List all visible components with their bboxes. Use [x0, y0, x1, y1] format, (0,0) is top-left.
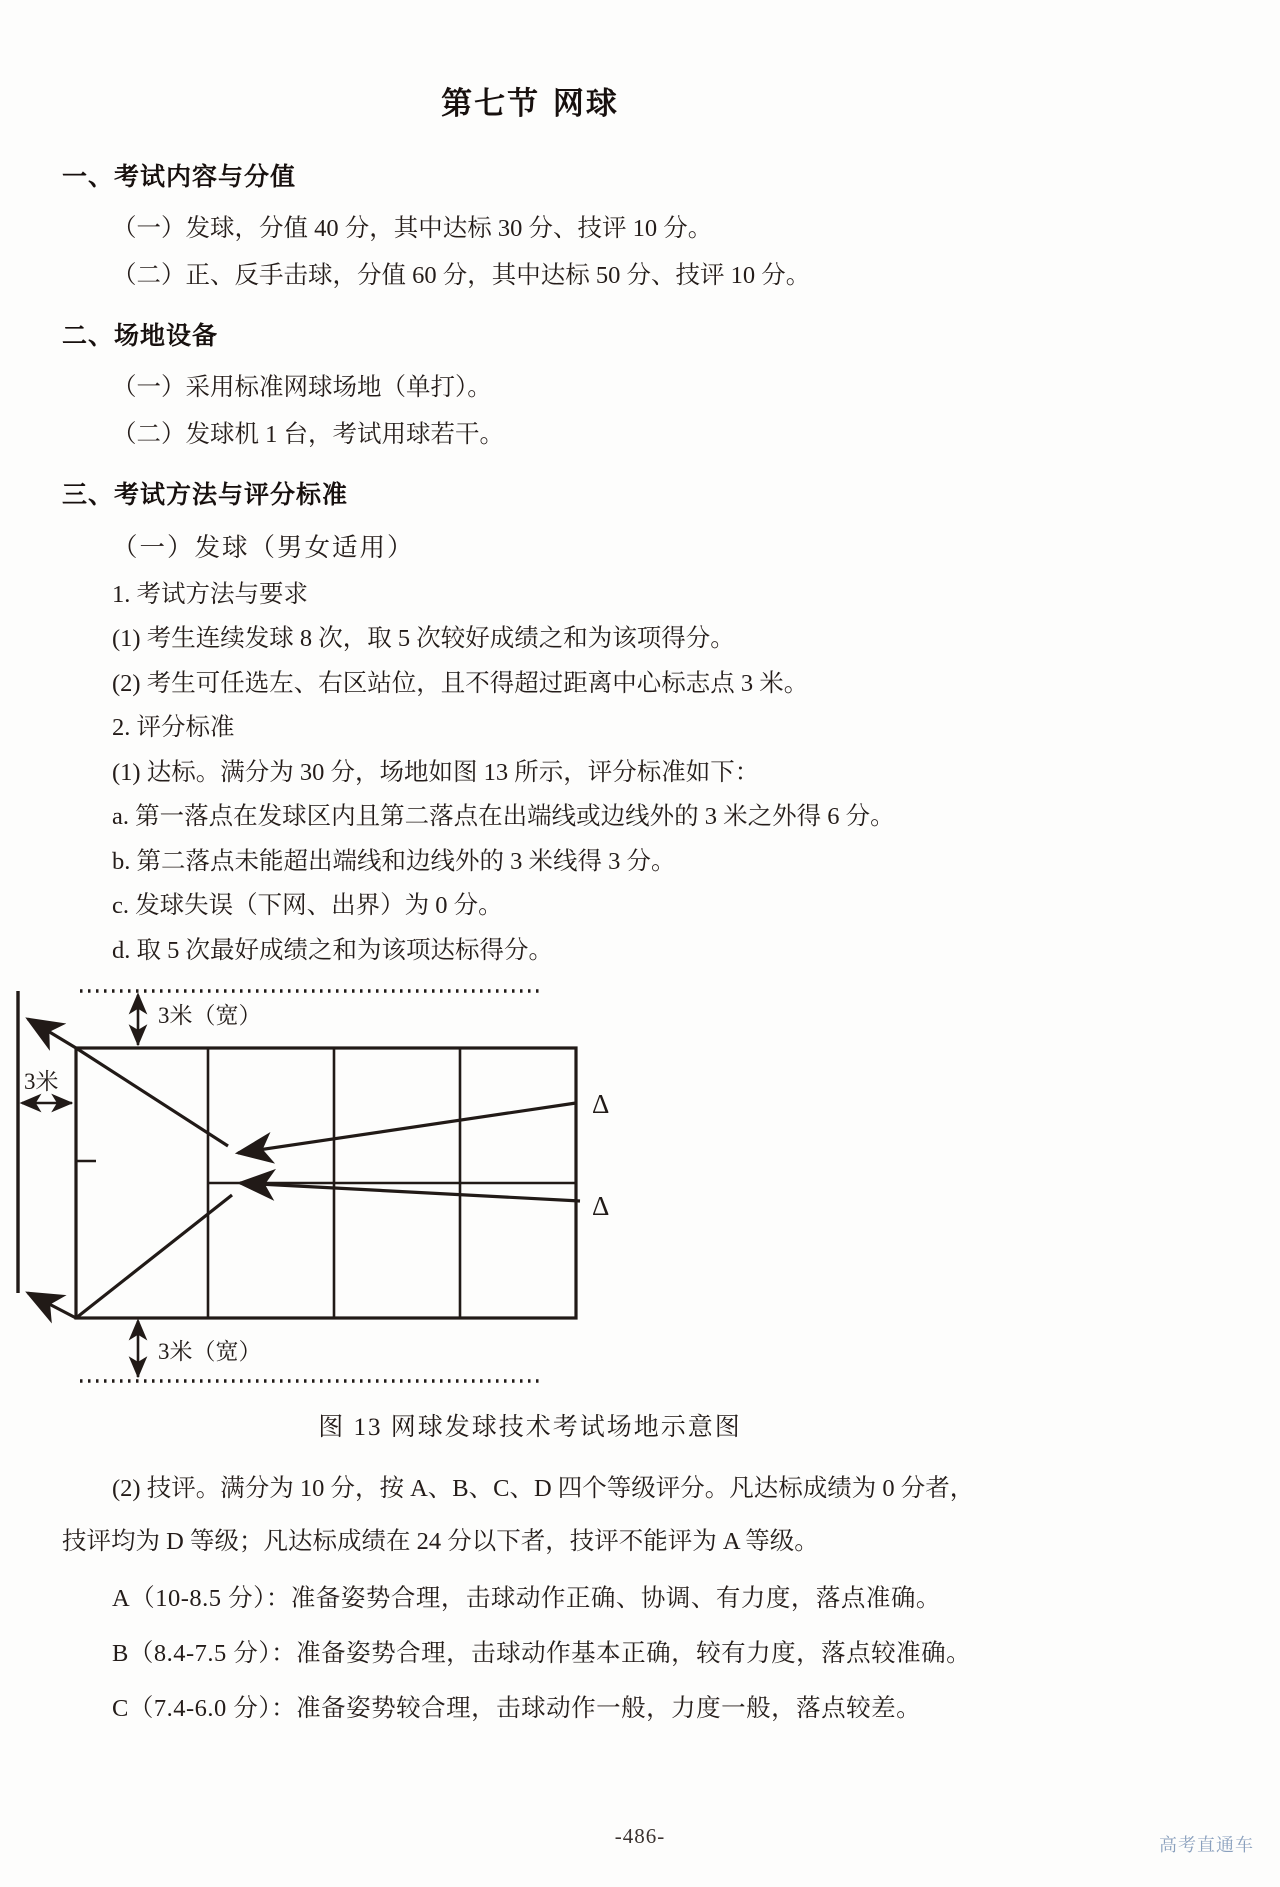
figure-caption: 图 13 网球发球技术考试场地示意图	[318, 1414, 742, 1441]
section-2-item-1: （一）采用标准网球场地（单打）。	[112, 374, 492, 401]
trajectory-machine-upper	[238, 1103, 576, 1153]
section-heading-1: 一、考试内容与分值	[62, 162, 297, 191]
scoring-heading: 2. 评分标准	[112, 714, 235, 741]
grade-b-line: B（8.4-7.5 分）：准备姿势合理，击球动作基本正确，较有力度，落点较准确。	[112, 1640, 972, 1667]
grade-c-line: C（7.4-6.0 分）：准备姿势较合理，击球动作一般，力度一般，落点较差。	[112, 1695, 922, 1722]
page-number: -486-	[614, 1824, 666, 1848]
watermark-label: 高考直通车	[1159, 1835, 1254, 1856]
ball-machine-lower-icon: Δ	[592, 1191, 610, 1221]
figure-label-left: 3米	[24, 1069, 59, 1094]
section-1-item-2: （二）正、反手击球，分值 60 分，其中达标 50 分、技评 10 分。	[112, 261, 811, 289]
trajectory-machine-lower	[240, 1183, 580, 1201]
figure-13	[0, 983, 1060, 1401]
section-2-item-2: （二）发球机 1 台，考试用球若干。	[112, 420, 504, 448]
section-1-item-1: （一）发球，分值 40 分，其中达标 30 分、技评 10 分。	[112, 215, 713, 242]
criterion-b: b. 第二落点未能超出端线和边线外的 3 米线得 3 分。	[112, 847, 676, 875]
ball-machine-upper-icon: Δ	[592, 1089, 610, 1119]
criterion-d: d. 取 5 次最好成绩之和为该项达标得分。	[112, 936, 553, 964]
technique-intro-line-2: 技评均为 D 等级；凡达标成绩在 24 分以下者，技评不能评为 A 等级。	[62, 1528, 819, 1555]
trajectory-serve-lower	[28, 1195, 232, 1318]
scoring-intro: (1) 达标。满分为 30 分，场地如图 13 所示，评分标准如下：	[112, 758, 760, 786]
method-item-2: (2) 考生可任选左、右区站位，且不得超过距离中心标志点 3 米。	[112, 669, 809, 697]
criterion-a: a. 第一落点在发球区内且第二落点在出端线或边线外的 3 米之外得 6 分。	[112, 803, 895, 830]
figure-label-top: 3米（宽）	[158, 1003, 262, 1028]
page-title: 第七节 网球	[441, 86, 619, 122]
section-heading-3: 三、考试方法与评分标准	[62, 480, 349, 509]
method-item-1: (1) 考生连续发球 8 次，取 5 次较好成绩之和为该项得分。	[112, 625, 735, 652]
figure-label-bottom: 3米（宽）	[158, 1339, 262, 1364]
section-3-subtitle: （一）发球（男女适用）	[112, 533, 415, 562]
method-heading: 1. 考试方法与要求	[112, 580, 308, 608]
grade-a-line: A（10-8.5 分）：准备姿势合理，击球动作正确、协调、有力度，落点准确。	[112, 1585, 941, 1612]
court-interior-lines	[76, 1048, 576, 1318]
section-heading-2: 二、场地设备	[62, 321, 219, 350]
technique-intro-line-1: (2) 技评。满分为 10 分，按 A、B、C、D 四个等级评分。凡达标成绩为 0 分者，	[112, 1475, 975, 1502]
criterion-c: c. 发球失误（下网、出界）为 0 分。	[112, 892, 503, 919]
court-diagram-svg	[0, 983, 1060, 1401]
